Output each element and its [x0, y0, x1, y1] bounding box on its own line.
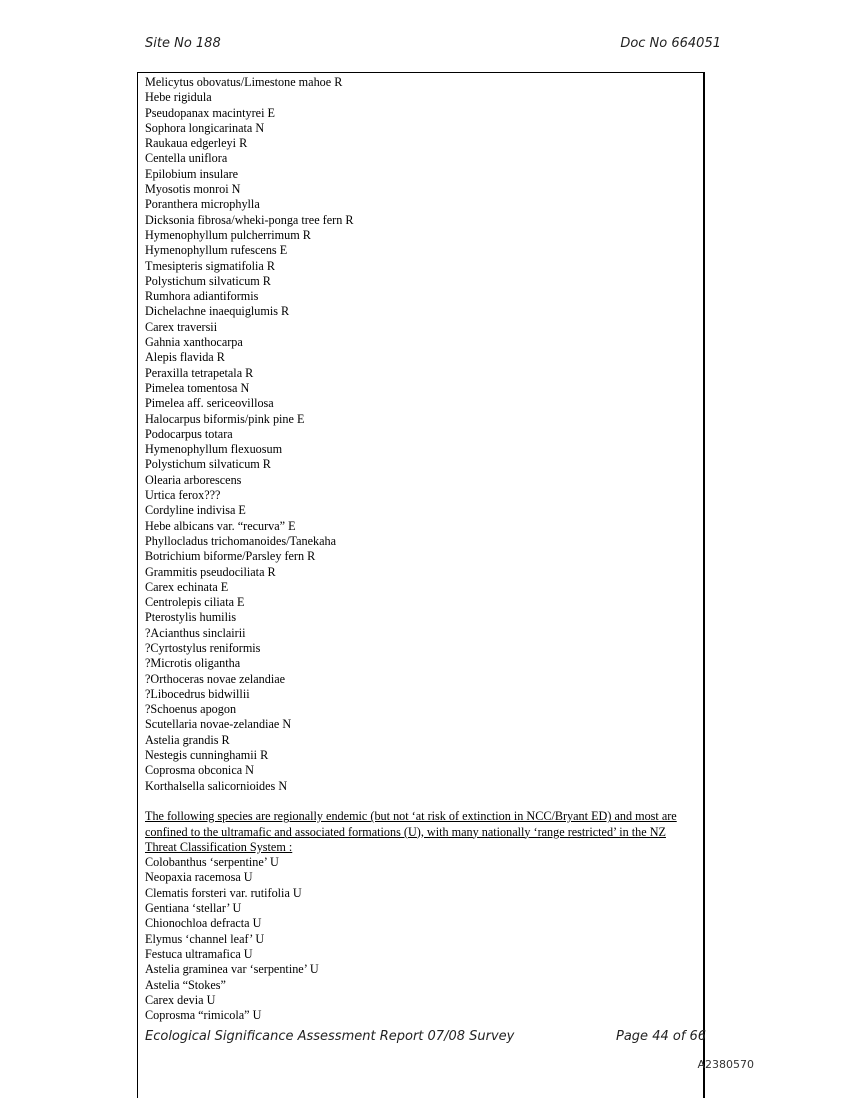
species-entry: Gahnia xanthocarpa [145, 335, 243, 350]
species-list-regional-endemic [145, 855, 695, 1023]
species-entry: Pimelea aff. sericeovillosa [145, 396, 274, 411]
species-entry: Botrichium biforme/Parsley fern R [145, 549, 316, 564]
species-entry: Dichelachne inaequiglumis R [145, 304, 290, 319]
species-entry: Coprosma obconica N [145, 763, 254, 778]
page-number: Page 44 of 66 [616, 1029, 707, 1044]
species-entry: Melicytus obovatus/Limestone mahoe R [145, 75, 343, 89]
species-entry: Pterostylis humilis [145, 610, 237, 625]
species-entry: Festuca ultramafica U [145, 946, 253, 961]
species-entry: ?Cyrtostylus reniformis [145, 640, 261, 655]
species-entry: Hebe albicans var. “recurva” E [145, 518, 296, 533]
species-entry: Gentiana ‘stellar’ U [145, 901, 242, 916]
species-entry: Nestegis cunninghamii R [145, 748, 269, 763]
species-entry: Rumhora adiantiformis [145, 289, 259, 304]
species-entry: Colobanthus ‘serpentine’ U [145, 855, 279, 870]
species-entry: Sophora longicarinata N [145, 120, 265, 135]
species-entry: ?Schoenus apogon [145, 702, 237, 717]
species-entry: Chionochloa defracta U [145, 916, 262, 931]
species-entry: Astelia graminea var ‘serpentine’ U [145, 962, 319, 977]
species-entry: Grammitis pseudociliata R [145, 564, 276, 579]
species-entry: Hymenophyllum pulcherrimum R [145, 227, 311, 242]
species-entry: Korthalsella salicornioides N [145, 778, 288, 793]
species-entry: Halocarpus biformis/pink pine E [145, 411, 305, 426]
species-entry: Hymenophyllum flexuosum [145, 442, 283, 457]
species-list-primary [145, 75, 695, 794]
species-entry: Olearia arborescens [145, 472, 242, 487]
species-entry: Clematis forsteri var. rutifolia U [145, 885, 302, 900]
species-entry: Hymenophyllum rufescens E [145, 243, 288, 258]
species-entry: Elymus ‘channel leaf’ U [145, 931, 265, 946]
species-content [145, 75, 695, 1023]
paragraph-gap [145, 794, 695, 809]
species-entry: Pseudopanax macintyrei E [145, 105, 275, 120]
species-entry: Coprosma “rimicola” U [145, 1008, 262, 1023]
species-entry: Astelia “Stokes” [145, 977, 226, 992]
species-entry: Raukaua edgerleyi R [145, 136, 248, 151]
species-entry: ?Libocedrus bidwillii [145, 686, 250, 701]
species-entry: Carex echinata E [145, 579, 229, 594]
species-entry: Epilobium insulare [145, 166, 239, 181]
report-title: Ecological Significance Assessment Report 07/08 Survey [145, 1029, 515, 1044]
species-entry: Peraxilla tetrapetala R [145, 365, 254, 380]
species-entry: Scutellaria novae-zelandiae N [145, 717, 292, 732]
species-entry: Podocarpus totara [145, 426, 233, 441]
species-entry: ?Orthoceras novae zelandiae [145, 671, 286, 686]
species-entry: Urtica ferox??? [145, 488, 221, 503]
species-entry: Carex devia U [145, 992, 216, 1007]
species-table-cell [137, 72, 705, 1098]
species-entry: Dicksonia fibrosa/wheki-ponga tree fern R [145, 212, 354, 227]
document-number: Doc No 664051 [620, 36, 721, 51]
species-entry: Poranthera microphylla [145, 197, 260, 212]
species-entry: Tmesipteris sigmatifolia R [145, 258, 275, 273]
species-entry: Centrolepis ciliata E [145, 595, 245, 610]
site-number: Site No 188 [145, 36, 221, 51]
species-entry: Polystichum silvaticum R [145, 457, 271, 472]
species-entry: Alepis flavida R [145, 350, 225, 365]
species-entry: Centella uniflora [145, 151, 228, 166]
species-entry: Hebe rigidula [145, 90, 212, 105]
document-reference: A2380570 [697, 1058, 754, 1071]
species-entry: ?Acianthus sinclairii [145, 625, 246, 640]
species-entry: Pimelea tomentosa N [145, 380, 250, 395]
regional-endemic-intro: The following species are regionally endemic (but not ‘at risk of extinction in NCC/Bryant ED) and most are confined to the ultramafic and associated formations (U), with many nationally ‘range restricted’ in the NZ Threat Classification System : [145, 809, 677, 854]
species-entry: Polystichum silvaticum R [145, 273, 271, 288]
species-entry: Neopaxia racemosa U [145, 870, 253, 885]
species-entry: Cordyline indivisa E [145, 503, 246, 518]
species-entry: Carex traversii [145, 319, 218, 334]
species-entry: Myosotis monroi N [145, 182, 241, 197]
species-entry: ?Microtis oligantha [145, 656, 241, 671]
species-entry: Astelia grandis R [145, 732, 230, 747]
species-entry: Phyllocladus trichomanoides/Tanekaha [145, 533, 337, 548]
